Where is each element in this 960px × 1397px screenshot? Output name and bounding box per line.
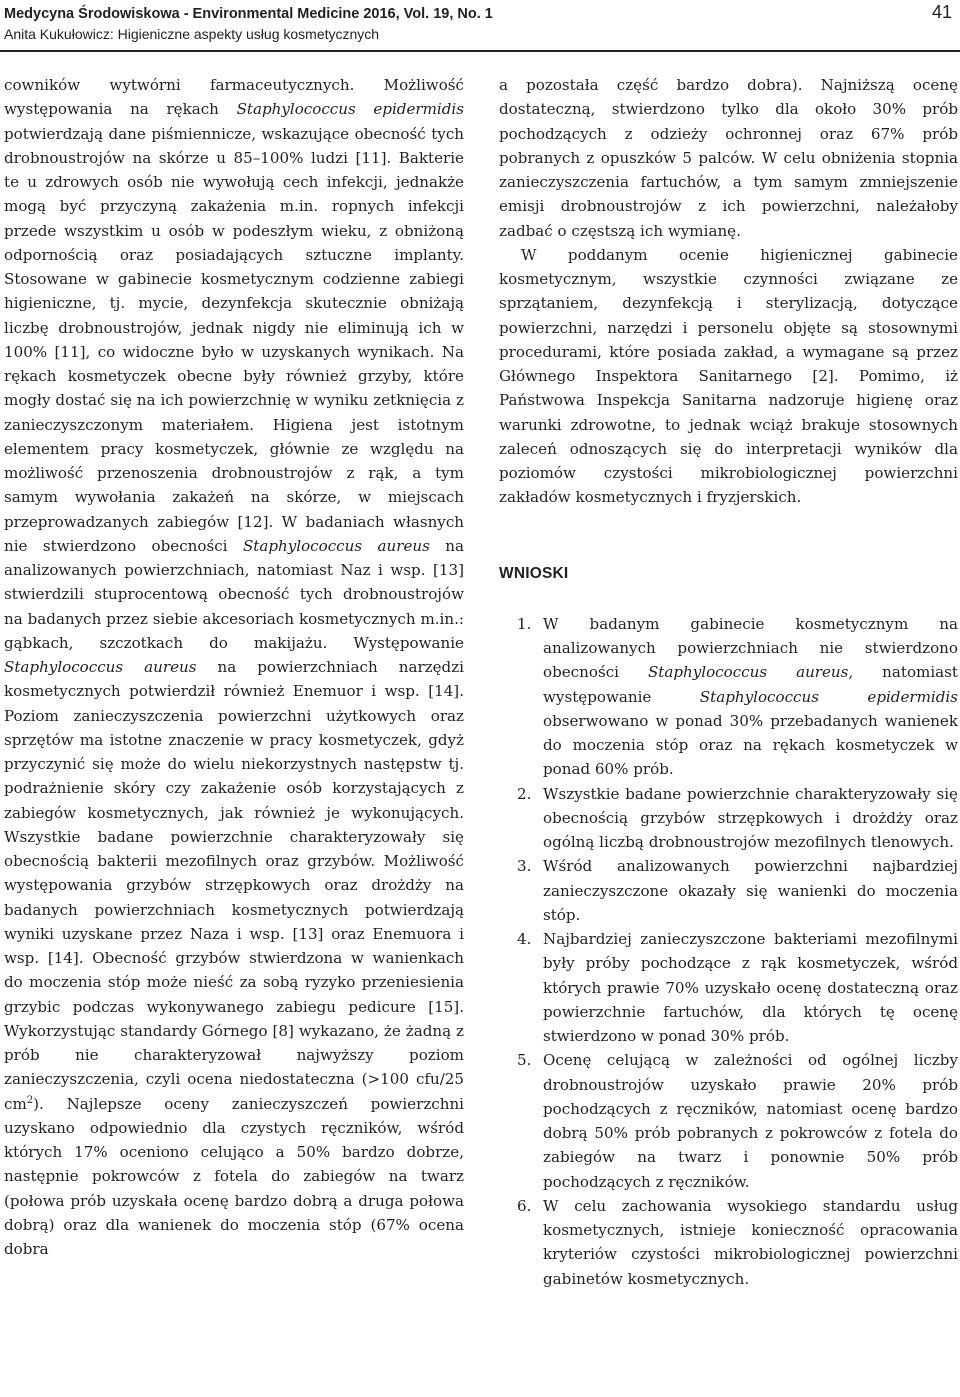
section-heading-conclusions: WNIOSKI <box>499 564 569 582</box>
left-column <box>4 73 464 1261</box>
conclusion-item: 1. W badanym gabinecie kosmetycznym na analizowanych powierzchniach nie stwierdzono obecności Staphylococcus aureus, natomiast występowanie Staphylococcus epidermidis obserwowano w ponad 30% przebadanych wanienek do moczenia stóp oraz na rękach kosmetyczek w ponad 60% prób. <box>499 612 958 782</box>
item-number: 4. <box>517 930 532 948</box>
conclusion-item: 3. Wśród analizowanych powierzchni najbardziej zanieczyszczone okazały się wanienki do moczenia stóp. <box>499 854 958 927</box>
item-number: 6. <box>517 1196 532 1215</box>
conclusion-item: 2. Wszystkie badane powierzchnie charakteryzowały się obecnością grzybów strzępkowych i drożdży oraz ogólną liczbą drobnoustrojów mezofilnych tlenowych. <box>499 782 958 855</box>
item-number: 3. <box>517 857 532 876</box>
conclusions-list <box>499 612 958 1291</box>
right-column <box>499 73 958 1291</box>
discussion-paragraph-2: W poddanym ocenie higienicznej gabinecie kosmetycznym, wszystkie czynności związane ze sprzątaniem, dezynfekcją i sterylizacją, dotyczące powierzchni, narzędzi i personelu objęte są stosownymi procedurami, które posiada zakład, a wymagane są przez Głównego Inspektora Sanitarnego [2]. Pomimo, iż Państwowa Inspekcja Sanitarna nadzoruje higienę oraz warunki zdrowotne, to jednak wciąż brakuje stosownych zaleceń odnoszących się do interpretacji wyników dla poziomów czystości mikrobiologicznej powierzchni zakładów kosmetycznych i fryzjerskich. <box>499 245 958 507</box>
conclusion-item: 6. W celu zachowania wysokiego standardu usług kosmetycznych, istnieje konieczność opracowania kryteriów czystości mikrobiologicznej powierzchni gabinetów kosmetycznych. <box>499 1194 958 1291</box>
superscript: 2 <box>26 1094 34 1106</box>
item-number: 1. <box>517 614 532 633</box>
journal-header: Medycyna Środowiskowa - Environmental Medicine 2016, Vol. 19, No. 1 <box>4 6 493 22</box>
conclusion-item: 4. Najbardziej zanieczyszczone bakteriami mezofilnymi były próby pochodzące z rąk kosmetyczek, wśród których prawie 70% uzyskało ocenę dostateczną oraz powierzchnie fartuchów, dla których tę ocenę stwierdzono w ponad 30% prób. <box>499 927 958 1048</box>
page-number: 41 <box>931 2 952 22</box>
species-name: Staphylococcus epidermidis <box>699 687 958 706</box>
discussion-paragraph: cowników wytwórni farmaceutycznych. Możliwość występowania na rękach Staphylococcus epidermidis potwierdzają dane piśmiennicze, wskazujące obecność tych drobnoustrojów na skórze u 85–100% ludzi [11]. Bakterie te u zdrowych osób nie wywołują cech infekcji, jednakże mogą być przyczyną zakażenia m.in. ropnych infekcji przede wszystkim u osób w podeszłym wieku, z obniżoną odpornością oraz posiadających sztuczne implanty. Stosowane w gabinecie kosmetycznym codzienne zabiegi higieniczne, tj. mycie, dezynfekcja skutecznie obniżają liczbę drobnoustrojów, jednak nigdy nie eliminują ich w 100% [11], co widoczne było w uzyskanych wynikach. Na rękach kosmetyczek obecne były również grzyby, które mogły dostać się na ich powierzchnię w wyniku zetknięcia z zanieczyszczonym materiałem. Higiena jest istotnym elementem pracy kosmetyczek, głównie ze względu na możliwość przenoszenia drobnoustrojów z rąk, a tym samym wywołania zakażeń na skórze, w miejscach przeprowadzanych zabiegów [12]. W badaniach własnych nie stwierdzono obecności Staphylococcus aureus na analizowanych powierzchniach, natomiast Naz i wsp. [13] stwierdzili stuprocentową obecność tych drobnoustrojów na badanych przez siebie akcesoriach kosmetycznych m.in.: gąbkach, szczotkach do makijażu. Występowanie Staphylococcus aureus na powierzchniach narzędzi kosmetycznych potwierdził również Enemuor i wsp. [14]. Poziom zanieczyszczenia powierzchni użytkowych oraz sprzętów ma istotne znaczenie w pracy kosmetyczek, gdyż przyczynić się może do wielu niekorzystnych następstw tj. podrażnienie skóry czy zakażenie osób korzystających z zabiegów kosmetycznych, jak również je wykonujących. Wszystkie badane powierzchnie charakteryzowały się obecnością bakterii mezofilnych oraz grzybów. Możliwość występowania grzybów strzępkowych oraz drożdży na badanych powierzchniach kosmetycznych potwierdzają wyniki uzyskane przez Naza i wsp. [13] oraz Enemuora i wsp. [14]. Obecność grzybów stwierdzona w wanienkach do moczenia stóp może nieść za sobą ryzyko przeniesienia grzybic podczas wykonywanego zabiegu pedicure [15]. Wykorzystując standardy Górnego [8] wykazano, że żadną z prób nie charakteryzował najwyższy poziom zanieczyszczenia, czyli ocena niedostateczna (>100 cfu/25 $cm^2$). Najlepsze oceny zanieczyszczeń powierzchni uzyskano odpowiednio dla czystych ręczników, wśród których 17% oceniono celująco a 50% bardzo dobrze, następnie pokrowców z fotela do zabiegów na twarz (połowa prób uzyskała ocenę bardzo dobrą a druga połowa dobrą) oraz dla wanienek do moczenia stóp (67% ocena dobra <box>4 76 464 1258</box>
species-name: Staphylococcus aureus <box>242 536 430 555</box>
conclusion-item: 5. Ocenę celującą w zależności od ogólnej liczby drobnoustrojów uzyskało prawie 20% prób pochodzących z ręczników, natomiast ocenę bardzo dobrą 50% prób pobranych z pokrowców z fotela do zabiegów na twarz i ponownie 50% prób pochodzących z ręczników. <box>499 1048 958 1194</box>
item-number: 5. <box>517 1051 532 1070</box>
article-running-title: Anita Kukułowicz: Higieniczne aspekty usług kosmetycznych <box>4 26 380 42</box>
header-rule <box>0 50 960 52</box>
species-name: Staphylococcus aureus <box>647 663 849 682</box>
item-number: 2. <box>517 784 532 803</box>
species-name: Staphylococcus aureus <box>4 658 197 676</box>
discussion-paragraph-continued: a pozostała część bardzo dobra). Najniższą ocenę dostateczną, stwierdzono tylko dla około 30% prób pochodzących z odzieży ochronnej oraz 67% prób pobranych z opuszków 5 palców. W celu obniżenia stopnia zanieczyszczenia fartuchów, a tym samym zmniejszenie emisji drobnoustrojów z ich powierzchni, należałoby zadbać o częstszą ich wymianę. <box>499 76 958 240</box>
species-name: Staphylococcus epidermidis <box>236 100 464 119</box>
